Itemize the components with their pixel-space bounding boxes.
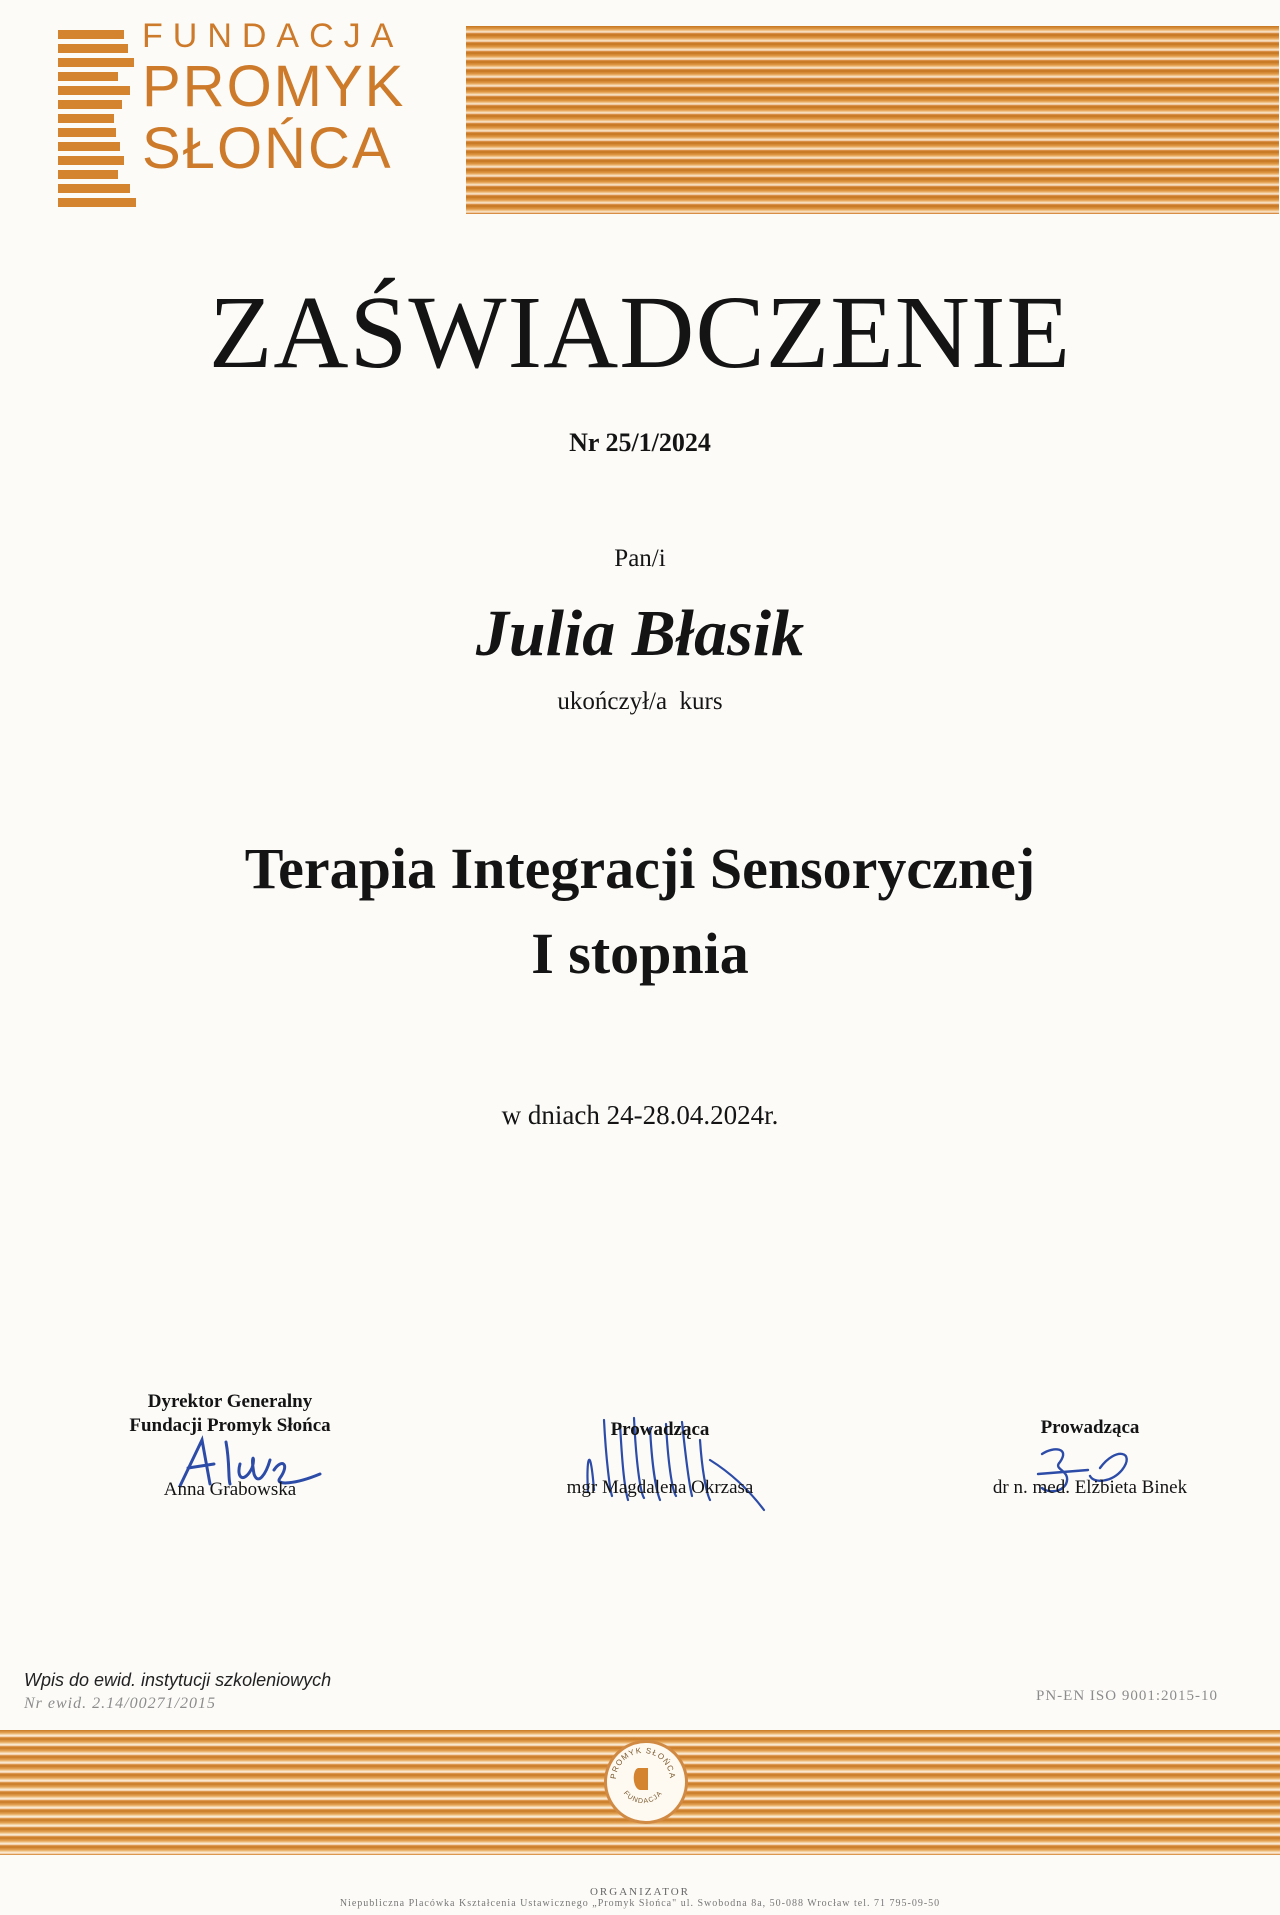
instructor-2-role: Prowadząca	[1040, 1417, 1140, 1438]
document-title: ZAŚWIADCZENIE	[208, 275, 1072, 390]
director-name: Anna Grabowska	[163, 1479, 297, 1500]
logo-bars-graphic	[58, 30, 136, 210]
foundation-stamp-logo	[604, 1740, 688, 1824]
course-title-line2: I stopnia	[531, 921, 749, 986]
logo-line-promyk: PROMYK	[142, 54, 406, 119]
honorific: Pan/i	[614, 545, 666, 572]
signature-block-director	[100, 1390, 360, 1502]
logo-line-slonca: SŁOŃCA	[142, 116, 393, 181]
svg-text:FUNDACJA	[622, 1790, 664, 1805]
completed-course-text: ukończył/a kurs	[557, 688, 723, 715]
instructor-2-name: dr n. med. Elżbieta Binek	[992, 1477, 1188, 1498]
stamp-text-bottom: FUNDACJA	[621, 1789, 665, 1806]
director-role-line2: Fundacji Promyk Słońca	[129, 1415, 331, 1436]
certificate-number: Nr 25/1/2024	[569, 428, 711, 457]
director-role-line1: Dyrektor Generalny	[147, 1391, 313, 1412]
instructor-1-role: Prowadząca	[610, 1419, 710, 1440]
course-dates: w dniach 24-28.04.2024r.	[501, 1100, 779, 1130]
stamp-text-top: PROMYK SŁOŃCA	[608, 1745, 678, 1780]
instructor-1-name: mgr Magdalena Okrzasa	[566, 1477, 754, 1498]
registry-label: Wpis do ewid. instytucji szkoleniowych	[24, 1670, 332, 1690]
foundation-logo	[142, 16, 405, 180]
recipient-name: Julia Błasik	[475, 597, 805, 670]
registry-number: Nr ewid. 2.14/00271/2015	[24, 1695, 217, 1712]
organizer-address: Niepubliczna Placówka Kształcenia Ustawicznego „Promyk Słońca" ul. Swobodna 8a, 50-088 Wrocław tel. 71 795-09-50	[339, 1898, 941, 1909]
signature-block-instructor-2	[960, 1416, 1220, 1500]
iso-certification: PN-EN ISO 9001:2015-10	[1036, 1688, 1218, 1704]
top-decorative-band	[466, 26, 1279, 214]
course-title-line1: Terapia Integracji Sensorycznej	[244, 836, 1036, 901]
logo-line-fundacja: FUNDACJA	[142, 17, 404, 55]
signature-block-instructor-1	[520, 1418, 800, 1500]
organizer-label: ORGANIZATOR	[589, 1886, 691, 1898]
